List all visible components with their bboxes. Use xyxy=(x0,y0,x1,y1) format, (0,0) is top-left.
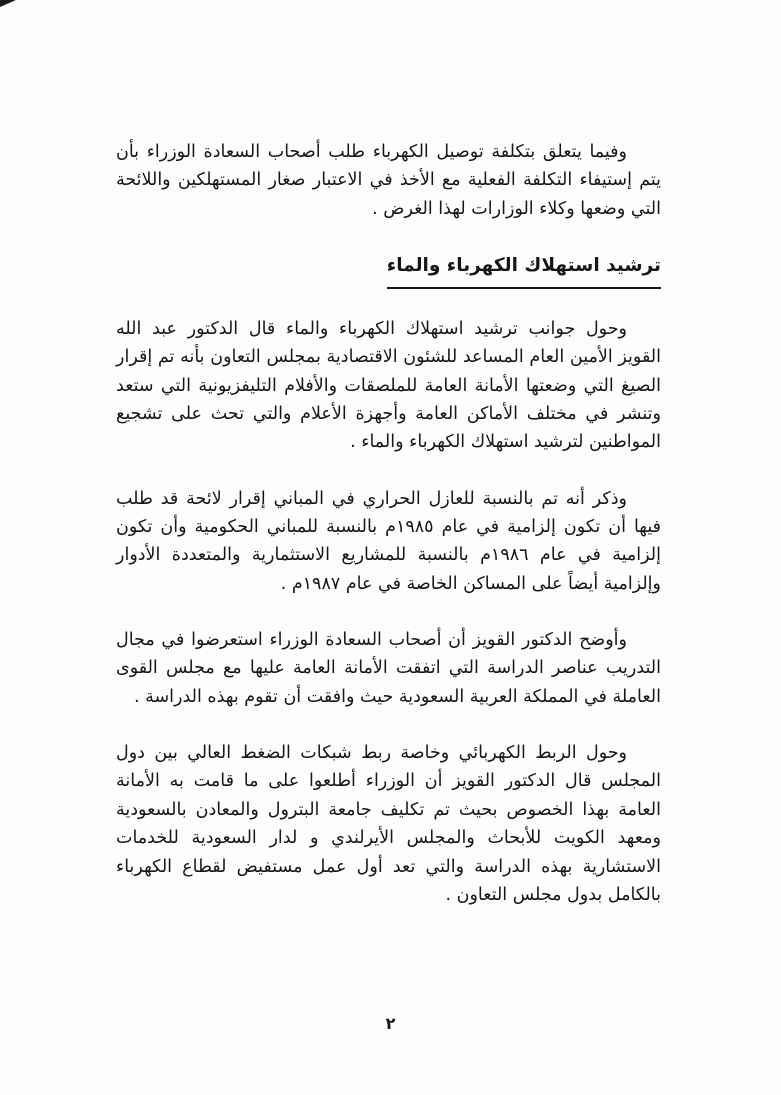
paragraph: وحول الربط الكهربائي وخاصة ربط شبكات الضغط العالي بين دول المجلس قال الدكتور القويز أن الوزراء أطلعوا على ما قامت به الأمانة العامة بهذا الخصوص بحيث تم تكليف جامعة البترول والمعادن بالسعودية ومعهد الكويت للأبحاث والمجلس الأيرلندي و لدار السعودية للخدمات الاستشارية بهذه الدراسة والتي تعد أول عمل مستفيض لقطاع الكهرباء بالكامل بدول مجلس التعاون . xyxy=(116,743,661,905)
paragraph: وأوضح الدكتور القويز أن أصحاب السعادة الوزراء استعرضوا في مجال التدريب عناصر الدراسة التي اتفقت الأمانة العامة عليها مع مجلس القوى العاملة في المملكة العربية السعودية حيث وافقت أن تقوم بهذه الدراسة . xyxy=(116,630,661,707)
page-number: ٢ xyxy=(385,1014,396,1033)
scan-artifact xyxy=(0,0,16,7)
section-heading xyxy=(116,251,661,289)
text-block xyxy=(116,138,661,935)
paragraph: وذكر أنه تم بالنسبة للعازل الحراري في المباني إقرار لائحة قد طلب فيها أن تكون إلزامية في عام ١٩٨٥م بالنسبة للمباني الحكومية وأن تكون إلزامية في عام ١٩٨٦م بالنسبة للمشاريع الاستثمارية والمتعددة الأدوار وإلزامية أيضاً على المساكن الخاصة في عام ١٩٨٧م . xyxy=(116,488,661,594)
paragraph: وحول جوانب ترشيد استهلاك الكهرباء والماء قال الدكتور عبد الله القويز الأمين العام المساعد للشئون الاقتصادية بمجلس التعاون بأنه تم إقرار الصيغ التي وضعتها الأمانة العامة للملصقات والأفلام التليفزيونية التي ستعد وتنشر في مختلف الأماكن العامة وأجهزة الأعلام والتي تحث على تشجيع المواطنين لترشيد استهلاك الكهرباء والماء . xyxy=(116,319,661,453)
intro-paragraph: وفيما يتعلق بتكلفة توصيل الكهرباء طلب أصحاب السعادة الوزراء بأن يتم إستيفاء التكلفة الفعلية مع الأخذ في الاعتبار صغار المستهلكين واللائحة التي وضعها وكلاء الوزارات لهذا الغرض . xyxy=(116,142,661,219)
section-heading-text: ترشيد استهلاك الكهرباء والماء xyxy=(387,251,661,289)
